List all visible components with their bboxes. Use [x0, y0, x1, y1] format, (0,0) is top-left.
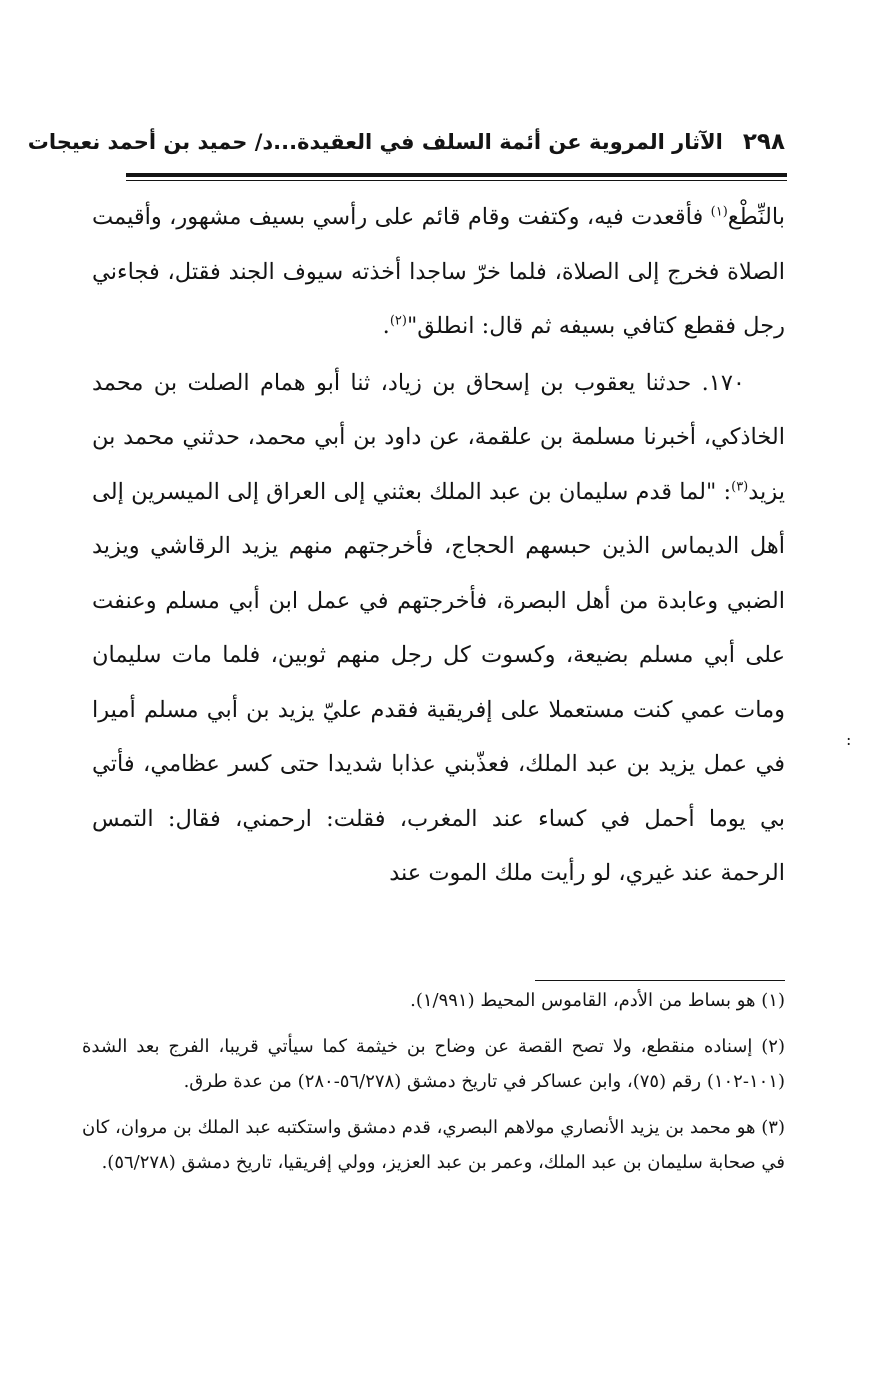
paragraph-1 [92, 190, 785, 354]
paragraph-2-text-start: ١٧٠. حدثنا يعقوب بن إسحاق بن زياد، ثنا أبو همام الصلت بن محمد الخاذكي، أخبرنا مسلمة بن علقمة، عن داود بن أبي محمد، حدثني محمد بن يزيد [92, 369, 785, 505]
header-rule-thin [126, 180, 787, 181]
paragraph-1-text-end: . [382, 313, 390, 339]
footnote-ref-1: (١) [710, 204, 728, 220]
footnotes [82, 983, 785, 1191]
paragraph-2 [92, 356, 785, 901]
page-number: ٢٩٨ [742, 129, 785, 155]
paragraph-1-text-start: بالنِّطْع [727, 204, 785, 230]
footnote-separator [535, 980, 785, 981]
page-header [27, 122, 785, 162]
paragraph-2-text-rest: : "لما قدم سليمان بن عبد الملك بعثني إلى العراق إلى الميسرين إلى أهل الديماس الذين حبسهم الحجاج، فأخرجتهم منهم يزيد الرقاشي ويزيد الضبي وعابدة من أهل البصرة، فأخرجتهم في عمل ابن أبي مسلم وعنفت على أبي مسلم بضيعة، وكسوت كل رجل منهم ثوبين، فلما مات سليمان ومات عمي كنت مستعملا على إفريقية فقدم عليّ يزيد بن أبي مسلم أميرا في عمل يزيد بن عبد الملك، فعذّبني عذابا شديدا حتى كسر عظامي، فأتي بي يوما أحمل في كساء عند المغرب، فقلت: ارحمني، فقال: التمس الرحمة عند غيري، لو رأيت ملك الموت عند [92, 478, 785, 886]
footnote-ref-3: (٣) [731, 479, 749, 494]
footnote-2: (٢) إسناده منقطع، ولا تصح القصة عن وضاح بن خيثمة كما سيأتي قريبا، الفرج بعد الشدة (١٠١-١٠٢) رقم (٧٥)، وابن عساكر في تاريخ دمشق (٥٦/٢٧٨-٢٨٠) من عدة طرق. [82, 1035, 785, 1092]
footnote-3: (٣) هو محمد بن يزيد الأنصاري مولاهم البصري، قدم دمشق واستكتبه عبد الملك بن مروان، كان في صحابة سليمان بن عبد الملك، وعمر بن عبد العزيز، وولي إفريقيا، تاريخ دمشق (٥٦/٢٧٨). [82, 1116, 785, 1173]
running-title: الآثار المروية عن أئمة السلف في العقيدة...د/ حميد بن أحمد نعيجات [27, 130, 723, 154]
footnote-1: (١) هو بساط من الأدم، القاموس المحيط (١/٩٩١). [410, 990, 785, 1011]
paragraph-1-text-middle: فأقعدت فيه، وكتفت وقام قائم على رأسي بسيف مشهور، وأقيمت الصلاة فخرج إلى الصلاة، فلما خرّ ساجدا أخذته سيوف الجند فقتل، فجاءني رجل فقطع كتافي بسيفه ثم قال: انطلق" [92, 204, 785, 339]
main-text [92, 190, 785, 901]
margin-mark: : [846, 730, 852, 749]
header-rule-thick [126, 173, 787, 177]
footnote-ref-2: (٢) [389, 313, 407, 329]
